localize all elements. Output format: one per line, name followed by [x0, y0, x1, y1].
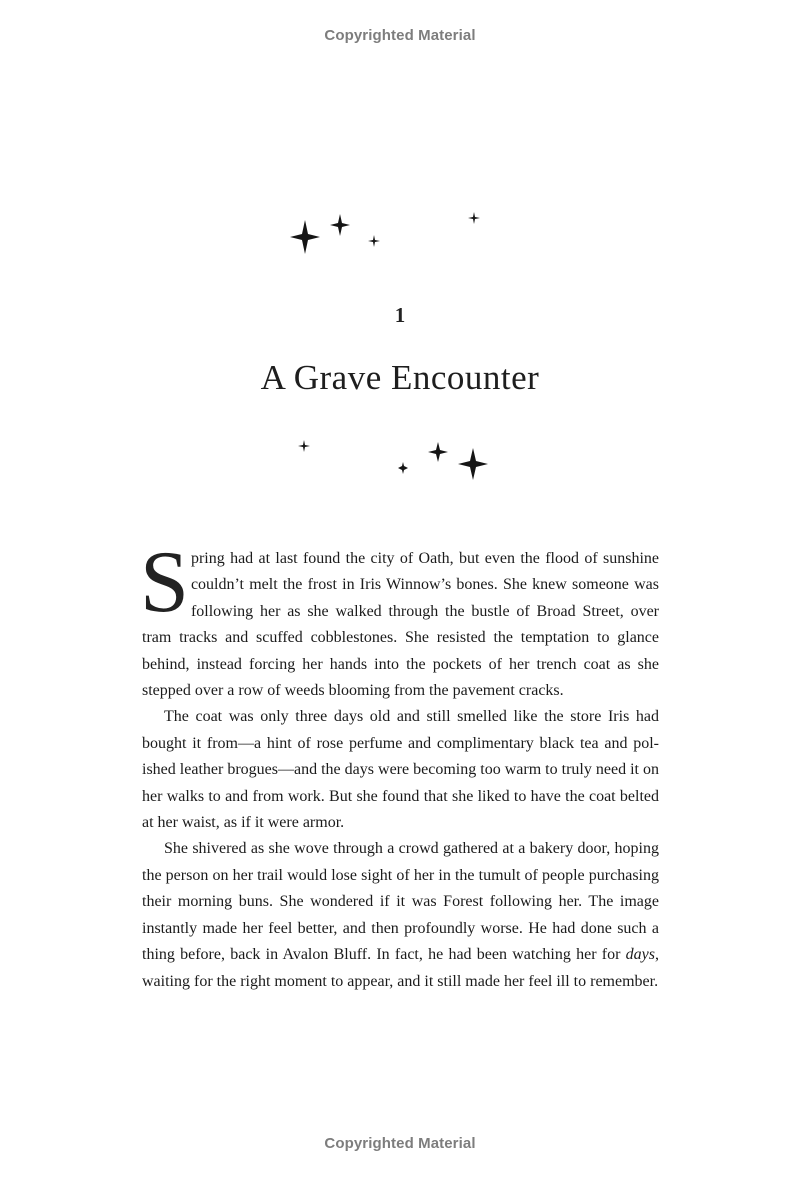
paragraph-1-text: pring had at last found the city of Oath, but even the flood of sunshine couldn’t melt the frost in Iris Winnow’s bones. She knew someone was following her as she walked through the bustle of Broad Street, over tram tracks and scuffed cobblestones. She resisted the temptation to glance behind, instead forcing her hands into the pockets of her trench coat as she stepped over a row of weeds blooming from the pavement cracks.	[142, 550, 659, 700]
star-icon	[330, 214, 350, 236]
copyright-watermark-top: Copyrighted Material	[324, 27, 476, 44]
star-cluster-bottom-icon	[290, 437, 500, 487]
paragraph-3	[142, 836, 659, 994]
star-icon	[428, 442, 448, 462]
star-icon	[458, 448, 488, 480]
paragraph-3-italic: days	[625, 946, 655, 964]
paragraph-3-text-a: She shivered as she wove through a crowd gathered at a bakery door, hoping the person on her trail would lose sight of her in the tumult of people purchasing their morning buns. She wondered if it was Forest following her. The image instantly made her feel better, and then profoundly worse. He had done such a thing before, back in Avalon Bluff. In fact, he had been watching her for	[142, 840, 659, 964]
copyright-watermark-bottom: Copyrighted Material	[324, 1135, 476, 1152]
chapter-body	[140, 534, 659, 995]
star-icon	[368, 235, 380, 247]
star-icon	[468, 212, 480, 224]
chapter-number: 1	[394, 303, 406, 327]
paragraph-3-text-b: , waiting for the right moment to appear, and it still made her feel ill to remember.	[142, 946, 659, 990]
star-cluster-top-icon	[285, 208, 485, 258]
star-icon	[290, 220, 320, 254]
star-icon	[298, 440, 310, 452]
drop-cap: S	[140, 534, 189, 631]
paragraph-2: The coat was only three days old and still smelled like the store Iris had bought it from—a hint of rose perfume and complimentary black tea and polished leather brogues—and the days were becoming too warm to truly need it on her walks to and from work. But she found that she liked to have the coat belted at her waist, as if it were armor.	[142, 708, 659, 832]
star-icon	[398, 462, 408, 474]
chapter-title: A Grave Encounter	[260, 358, 540, 397]
paragraph-1	[140, 534, 659, 704]
